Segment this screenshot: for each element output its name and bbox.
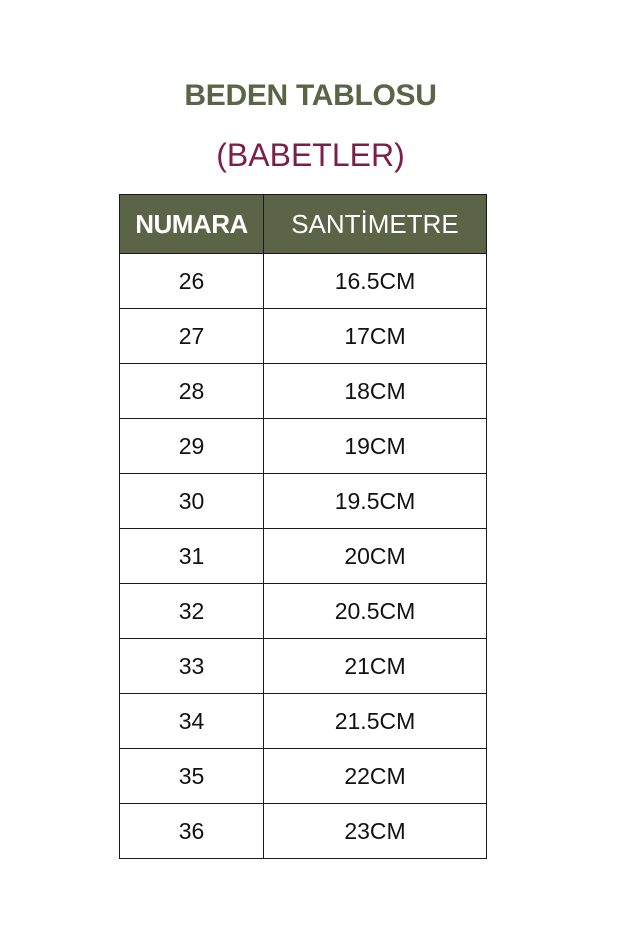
size-number-cell: 29 [120, 419, 264, 474]
size-cm-cell: 18CM [264, 364, 487, 419]
table-row [120, 749, 487, 804]
size-number-cell: 35 [120, 749, 264, 804]
size-number-cell: 36 [120, 804, 264, 859]
header-numara: NUMARA [120, 195, 264, 254]
header-santimetre: SANTİMETRE [264, 195, 487, 254]
size-chart-table [119, 194, 487, 859]
table-row [120, 529, 487, 584]
table-row [120, 364, 487, 419]
size-cm-cell: 22CM [264, 749, 487, 804]
size-cm-cell: 19.5CM [264, 474, 487, 529]
table-row [120, 804, 487, 859]
size-number-cell: 28 [120, 364, 264, 419]
table-row [120, 639, 487, 694]
size-number-cell: 31 [120, 529, 264, 584]
size-cm-cell: 21.5CM [264, 694, 487, 749]
size-number-cell: 34 [120, 694, 264, 749]
table-row [120, 419, 487, 474]
page-title: BEDEN TABLOSU [184, 79, 437, 112]
size-number-cell: 32 [120, 584, 264, 639]
size-number-cell: 26 [120, 254, 264, 309]
size-cm-cell: 20CM [264, 529, 487, 584]
size-number-cell: 30 [120, 474, 264, 529]
size-cm-cell: 17CM [264, 309, 487, 364]
table-row [120, 584, 487, 639]
size-number-cell: 27 [120, 309, 264, 364]
table-header-row [120, 195, 487, 254]
table-row [120, 694, 487, 749]
size-cm-cell: 16.5CM [264, 254, 487, 309]
size-cm-cell: 21CM [264, 639, 487, 694]
size-cm-cell: 20.5CM [264, 584, 487, 639]
page-subtitle: (BABETLER) [216, 137, 405, 173]
table-row [120, 254, 487, 309]
size-number-cell: 33 [120, 639, 264, 694]
table-row [120, 474, 487, 529]
size-cm-cell: 19CM [264, 419, 487, 474]
size-cm-cell: 23CM [264, 804, 487, 859]
table-row [120, 309, 487, 364]
